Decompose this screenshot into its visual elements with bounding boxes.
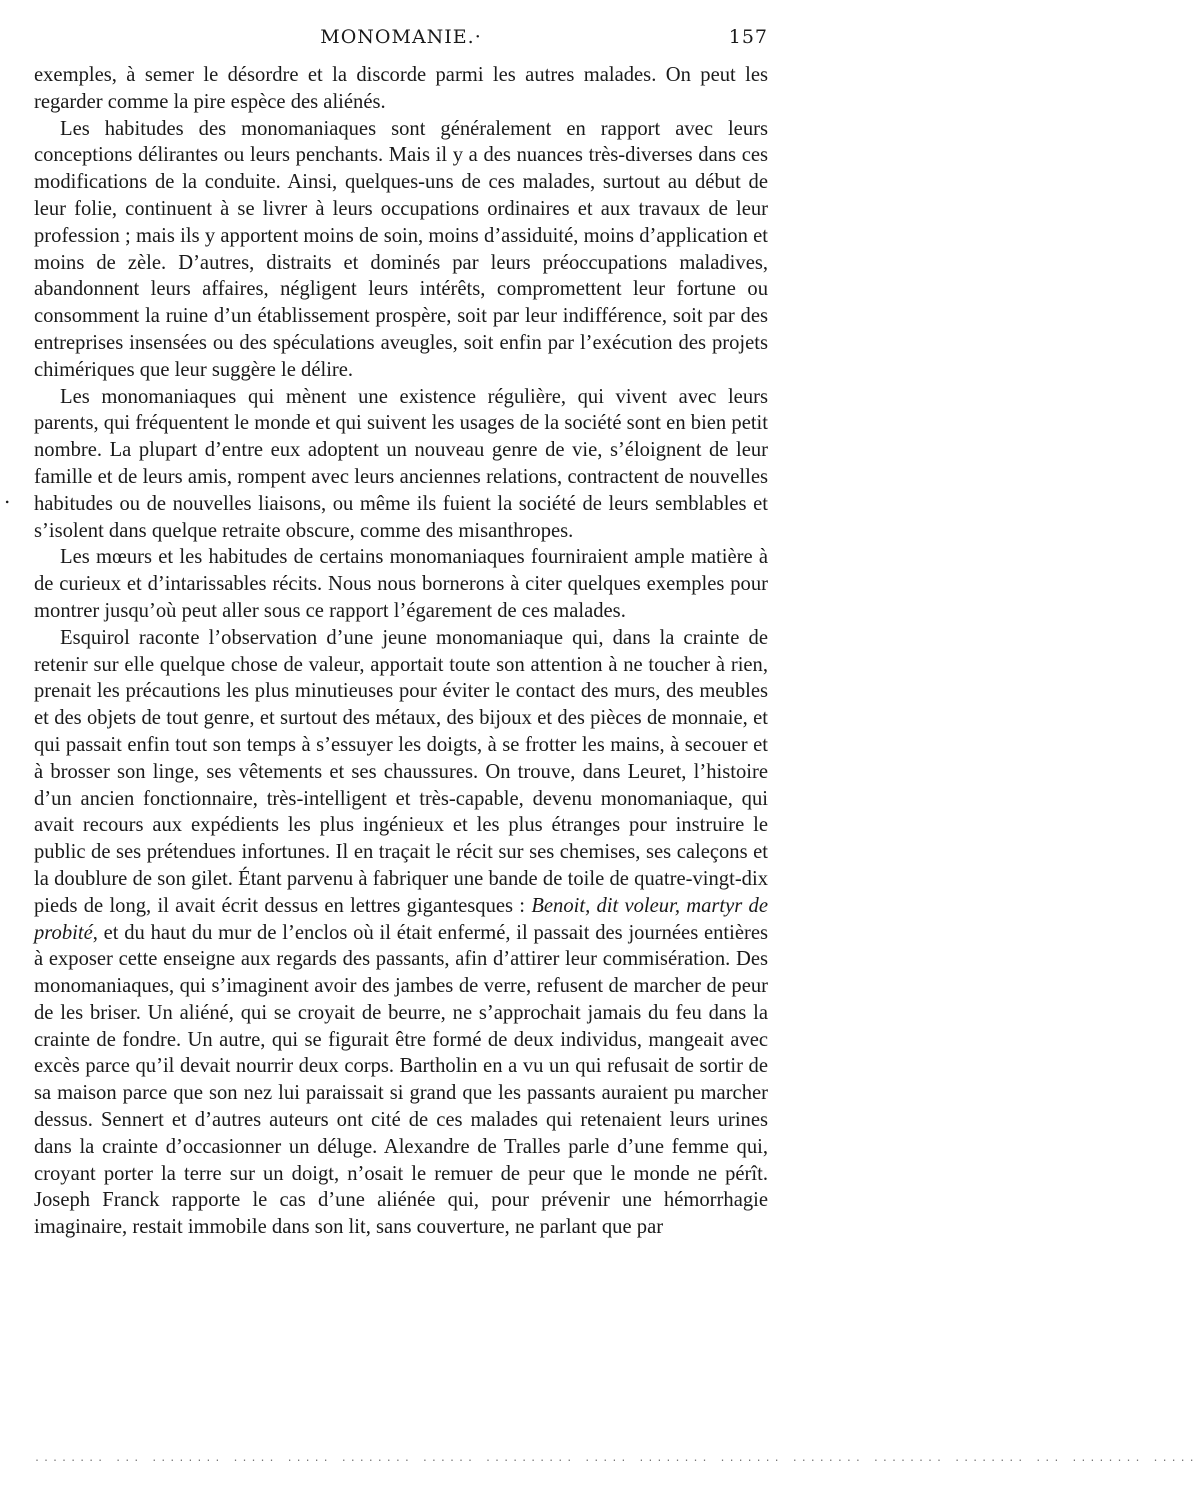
quoted-inscription: Benoit, dit voleur, martyr de probité [34, 894, 768, 944]
paragraph-text: Esquirol raconte l’observation d’une jeune monomaniaque qui, dans la crainte de retenir sur elle quelque chose de valeur, apportait toute son attention à ne toucher à rien, prenait les précautions les plus minutieuses pour éviter le contact des murs, des meubles et des objets de tout genre, et surtout des métaux, des bijoux et des pièces de monnaie, et qui passait enfin tout son temps à s’essuyer les doigts, à se frotter les mains, à secouer et à brosser son linge, ses vêtements et ses chaussures. On trouve, dans Leuret, l’histoire d’un ancien fonctionnaire, très-intelligent et très-capable, devenu monomaniaque, qui avait recours aux expédients les plus ingénieux et les plus étranges pour instruire le public de ses prétendues infortunes. Il en traçait le récit sur ses chemises, ses caleçons et la doublure de son gilet. Étant parvenu à fabriquer une bande de toile de quatre-vingt-dix pieds de long, il avait écrit dessus en lettres gigantesques : [34, 626, 768, 917]
paragraph: exemples, à semer le désordre et la discorde parmi les autres malades. On peut les regarder comme la pire espèce des aliénés. [34, 64, 768, 113]
paragraph: Les habitudes des monomaniaques sont généralement en rapport avec leurs conceptions délirantes ou leurs penchants. Mais il y a des nuances très-diverses dans ces modifications de la conduite. Ainsi, quelques-uns de ces malades, surtout au début de leur folie, continuent à se livrer à leurs occupations ordinaires et aux travaux de leur profession ; mais ils y apportent moins de soin, moins d’assiduité, moins d’application et moins de zèle. D’autres, distraits et dominés par leurs préoccupations maladives, abandonnent leurs affaires, négligent leurs intérêts, compromettent leur fortune ou consomment la ruine d’un établissement prospère, soit par leur indifférence, soit par des entreprises insensées ou des spéculations aveugles, soit enfin par l’exécution des projets chimériques que leur suggère le délire. [34, 117, 768, 381]
running-title: MONOMANIE.· [320, 26, 482, 48]
paragraph [34, 625, 768, 1241]
margin-mark: . [4, 484, 11, 508]
running-head [34, 26, 768, 56]
paragraph: Les monomaniaques qui mènent une existence régulière, qui vivent avec leurs parents, qui fréquentent le monde et qui suivent les usages de la société sont en bien petit nombre. La plupart d’entre eux adoptent un nouveau genre de vie, s’éloignent de leur famille et de leurs amis, rompent avec leurs anciennes relations, contractent de nouvelles habitudes ou de nouvelles liaisons, ou même ils fuient la société de leurs semblables et s’isolent dans quelque retraite obscure, comme des misanthropes. [34, 385, 768, 542]
paragraph: Les mœurs et les habitudes de certains monomaniaques fourniraient ample matière à de curieux et d’intarissables récits. Nous nous bornerons à citer quelques exemples pour montrer jusqu’où peut aller sous ce rapport l’égarement de ces malades. [34, 546, 768, 622]
body-text [34, 62, 768, 1241]
footer-dotted-line: ........ ... ........ ..... ..... ........ ...... .......... ..... ........ ....... ........ ........ ........ ... ........ ..... [34, 1453, 1198, 1464]
paragraph-text: , et du haut du mur de l’enclos où il était enfermé, il passait des journées entières à exposer cette enseigne aux regards des passants, afin d’attirer leur commisération. Des monomaniaques, qui s’imaginent avoir des jambes de verre, refusent de marcher de peur de les briser. Un aliéné, qui se croyait de beurre, ne s’approchait jamais du feu dans la crainte de fondre. Un autre, qui se figurait être formé de deux individus, mangeait avec excès parce qu’il devait nourrir deux corps. Bartholin en a vu un qui refusait de sortir de sa maison parce que son nez lui paraissait si grand que les passants auraient pu marcher dessus. Sennert et d’autres auteurs ont cité de ces malades qui retenaient leurs urines dans la crainte d’occasionner un déluge. Alexandre de Tralles parle d’une femme qui, croyant porter la terre sur un doigt, n’osait le remuer de peur que le monde ne pérît. Joseph Franck rapporte le cas d’une aliénée qui, pour prévenir une hémorrhagie imaginaire, restait immobile dans son lit, sans couverture, ne parlant que par [34, 921, 768, 1239]
page-number: 157 [728, 26, 768, 48]
